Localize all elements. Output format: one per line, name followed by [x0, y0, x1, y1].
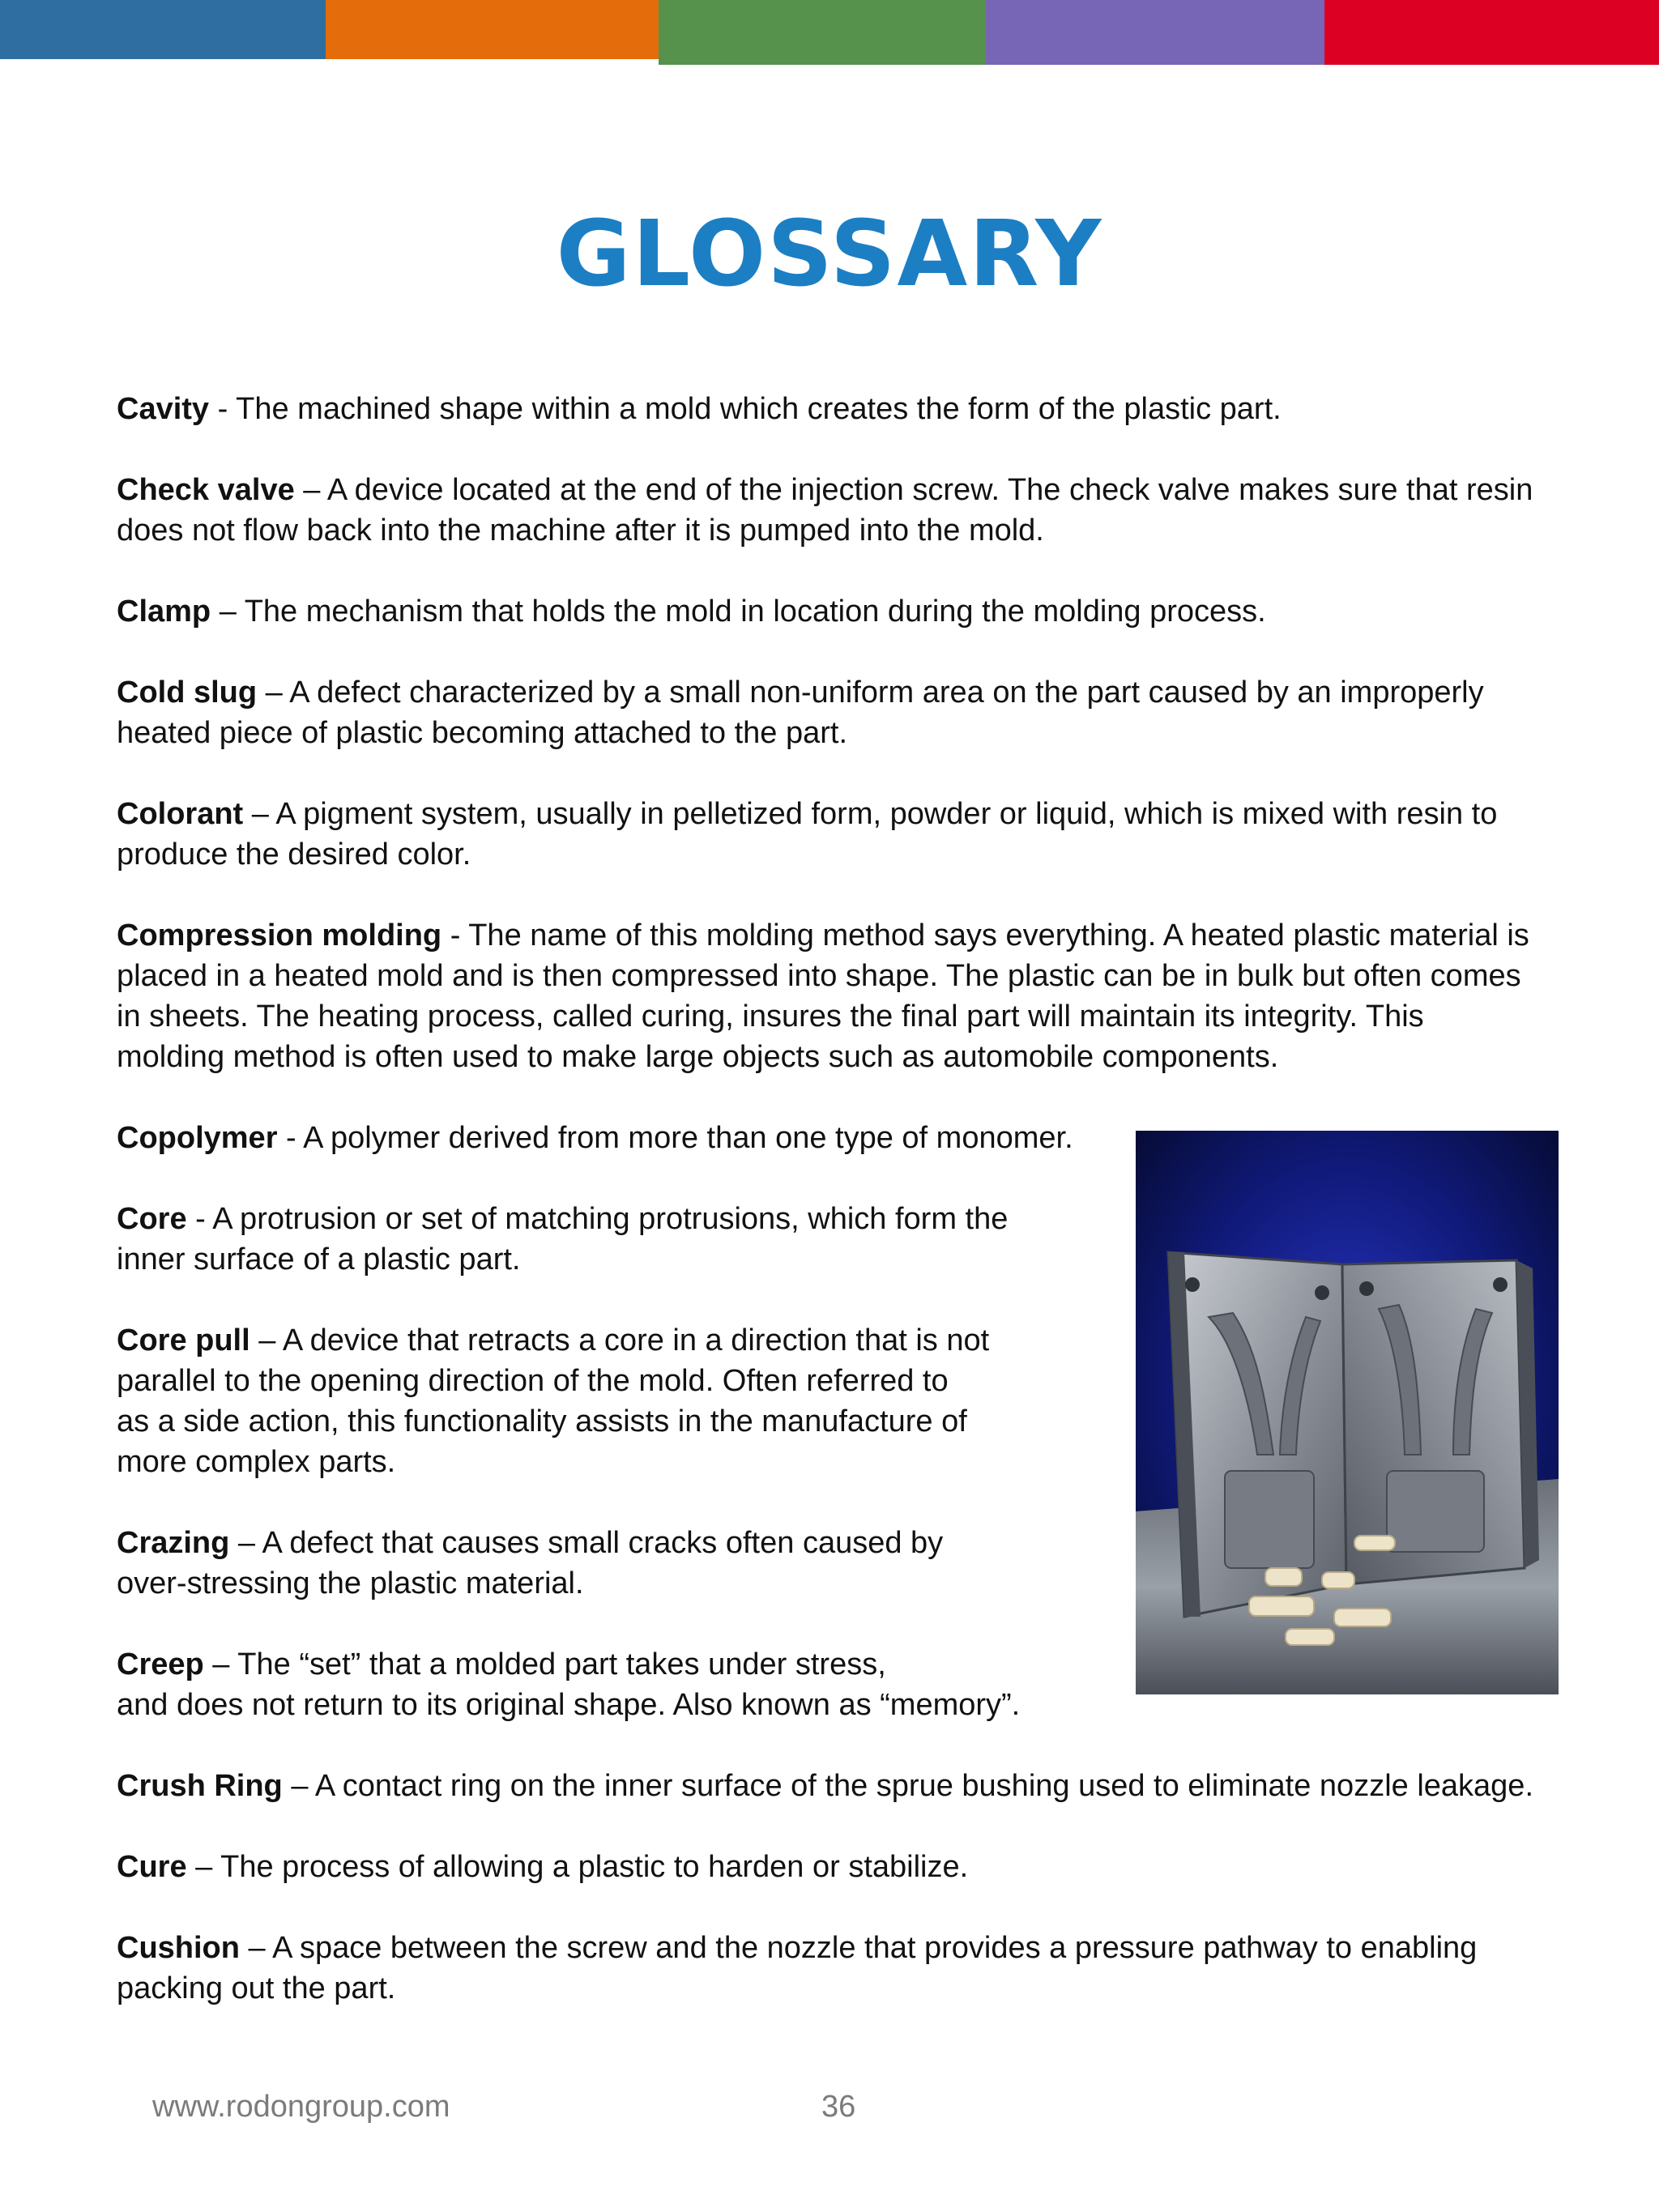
glossary-entry-cavity: [117, 389, 1542, 429]
glossary-entry-creep: [117, 1644, 1089, 1725]
glossary-entry-cure: [117, 1847, 1542, 1887]
glossary-definition: – The mechanism that holds the mold in location during the molding process.: [211, 595, 1266, 629]
glossary-entry-core-pull: [117, 1320, 1089, 1482]
color-band-header: [0, 0, 1659, 65]
injection-mold-photo: [1136, 1131, 1559, 1694]
glossary-term: Cold slug: [117, 676, 258, 710]
glossary-term: Copolymer: [117, 1121, 278, 1155]
glossary-entry-compression-molding: [117, 915, 1542, 1077]
glossary-entry-copolymer: [117, 1118, 1089, 1158]
glossary-definition: - A polymer derived from more than one type of monomer.: [277, 1121, 1073, 1155]
page-title: GLOSSARY: [556, 202, 1103, 307]
color-band-red: [1324, 0, 1659, 65]
glossary-definition: – A defect characterized by a small non-uniform area on the part caused by an improperly heated piece of plastic becoming attached to the part.: [117, 676, 1484, 750]
color-band-purple: [986, 0, 1324, 65]
glossary-definition: - The name of this molding method says everything. A heated plastic material is placed in a heated mold and is then compressed into shape. The plastic can be in bulk but often comes in sheets. The heating process, called curing, insures the final part will maintain its integrity. This molding method is often used to make large objects such as automobile components.: [117, 918, 1529, 1074]
glossary-entry-crazing: [117, 1523, 1089, 1604]
glossary-entry-core: [117, 1199, 1089, 1280]
footer-page-number: 36: [821, 2090, 856, 2124]
color-band-blue: [0, 0, 326, 59]
glossary-entry-cushion: [117, 1928, 1542, 2009]
footer-website-url: www.rodongroup.com: [152, 2090, 450, 2124]
glossary-term: Cavity: [117, 392, 210, 426]
glossary-definition: - A protrusion or set of matching protrusions, which form the inner surface of a plastic part.: [117, 1202, 1009, 1276]
glossary-term: Creep: [117, 1647, 204, 1681]
glossary-entry-cold-slug: [117, 672, 1542, 753]
glossary-term: Core: [117, 1202, 187, 1236]
glossary-definition: – The “set” that a molded part takes under stress, and does not return to its original shape. Also known as “memory”.: [117, 1647, 1021, 1722]
color-band-orange: [326, 0, 659, 59]
glossary-definition: – A device that retracts a core in a direction that is not parallel to the opening direction of the mold. Often referred to as a side action, this functionality assists in the manufacture of more complex parts.: [117, 1323, 990, 1479]
glossary-term: Colorant: [117, 797, 244, 831]
glossary-term: Check valve: [117, 473, 295, 507]
glossary-definition: – A pigment system, usually in pelletized form, powder or liquid, which is mixed with resin to produce the desired color.: [117, 797, 1498, 872]
glossary-definition: – A defect that causes small cracks often caused by over-stressing the plastic material.: [117, 1526, 944, 1600]
glossary-definition: – The process of allowing a plastic to harden or stabilize.: [186, 1850, 969, 1884]
color-band-green: [659, 0, 986, 65]
glossary-entry-clamp: [117, 591, 1542, 632]
glossary-term: Cure: [117, 1850, 187, 1884]
glossary-term: Crazing: [117, 1526, 230, 1560]
glossary-definition: – A device located at the end of the injection screw. The check valve makes sure that resin does not flow back into the machine after it is pumped into the mold.: [117, 473, 1533, 548]
glossary-term: Cushion: [117, 1931, 240, 1965]
glossary-term: Clamp: [117, 595, 211, 629]
glossary-entry-crush-ring: [117, 1766, 1542, 1806]
glossary-entry-colorant: [117, 794, 1542, 875]
glossary-definition: – A contact ring on the inner surface of the sprue bushing used to eliminate nozzle leakage.: [282, 1769, 1533, 1803]
glossary-term: Compression molding: [117, 918, 442, 953]
glossary-term: Core pull: [117, 1323, 250, 1357]
glossary-term: Crush Ring: [117, 1769, 283, 1803]
glossary-definition: - The machined shape within a mold which creates the form of the plastic part.: [209, 392, 1282, 426]
glossary-entry-check-valve: [117, 470, 1542, 551]
glossary-definition: – A space between the screw and the nozzle that provides a pressure pathway to enabling packing out the part.: [117, 1931, 1478, 2005]
